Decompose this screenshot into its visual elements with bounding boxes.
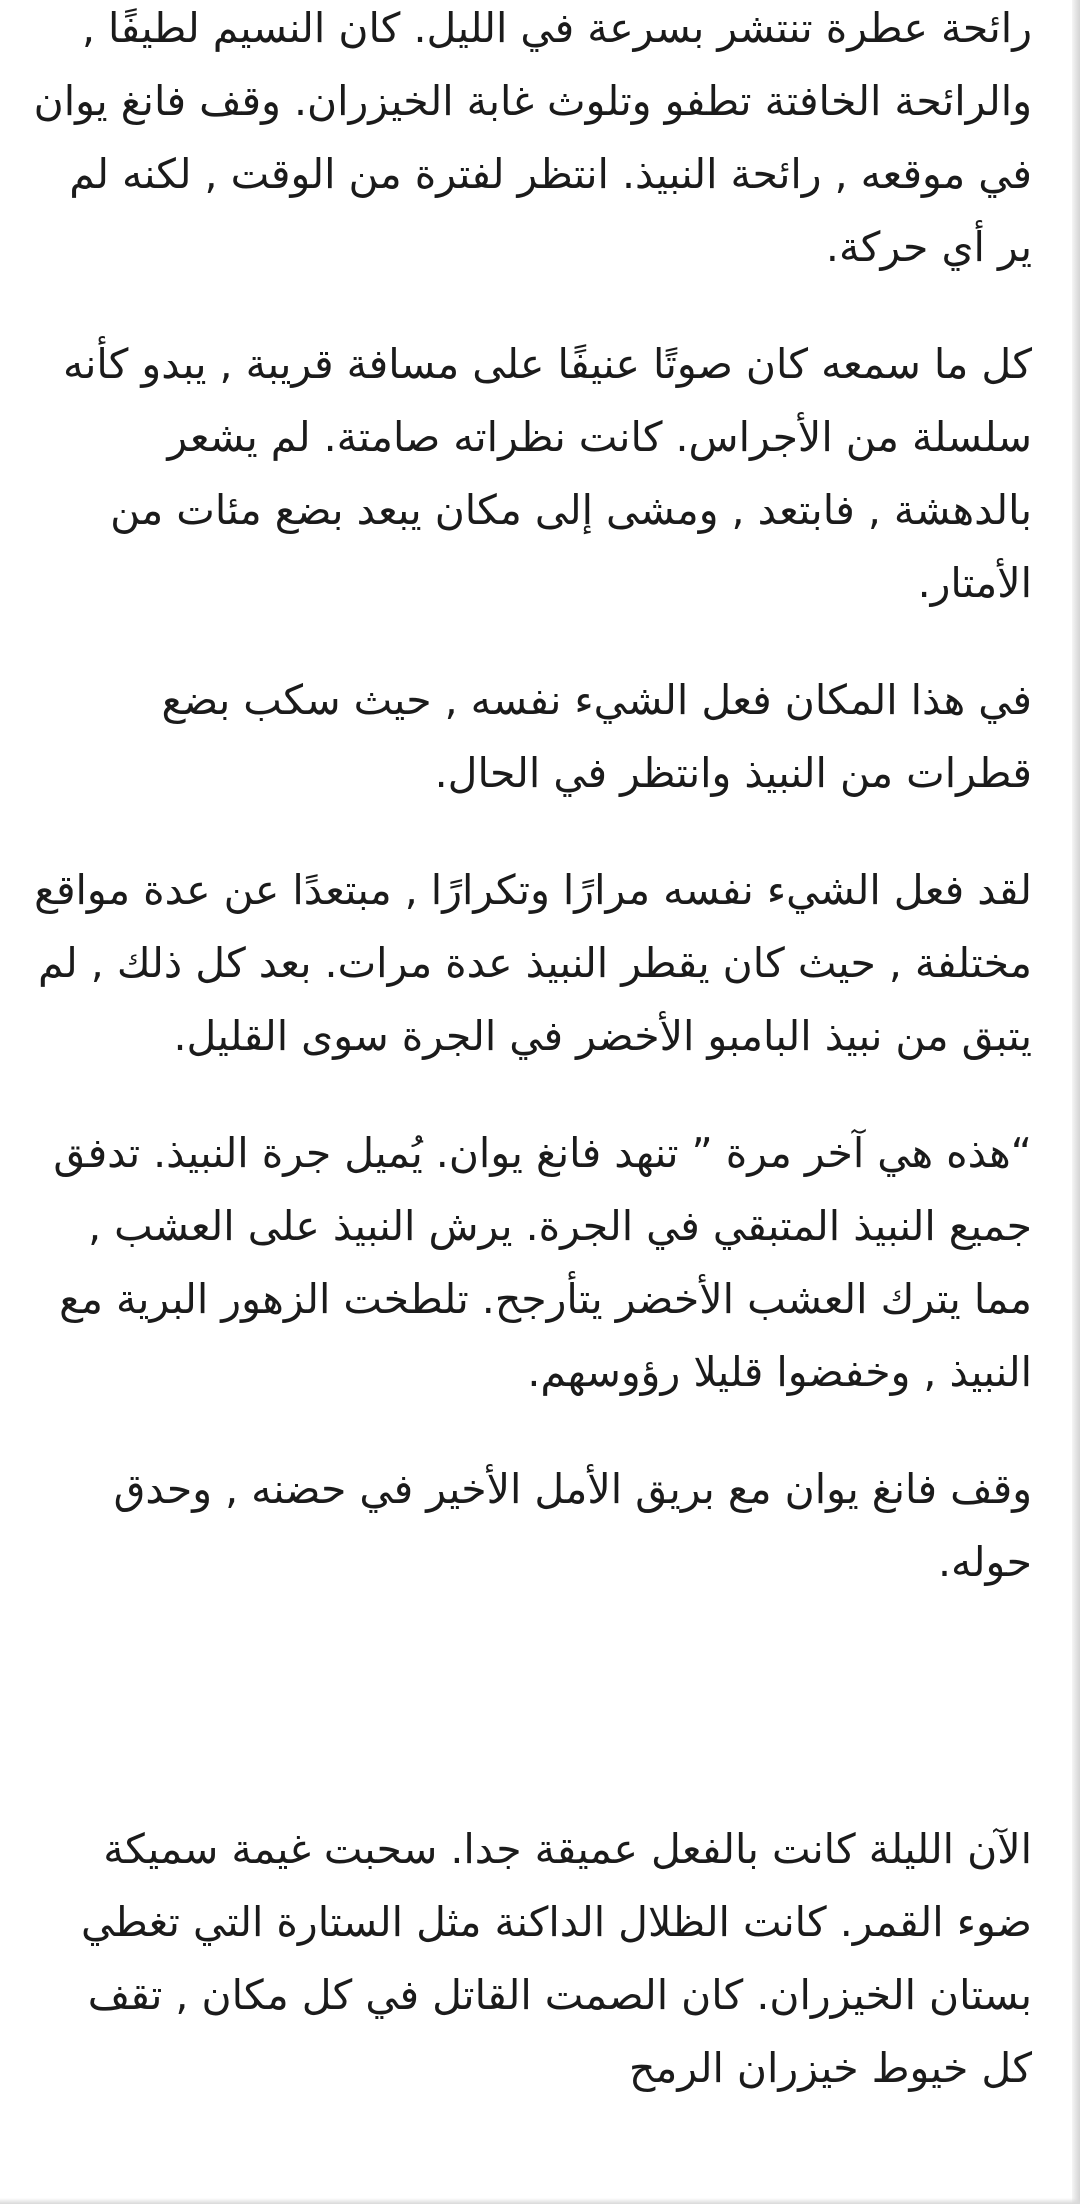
chapter-text xyxy=(32,0,1032,2149)
paragraph-7: الآن الليلة كانت بالفعل عميقة جدا. سحبت غيمة سميكة ضوء القمر. كانت الظلال الداكنة مثل الستارة التي تغطي بستان الخيزران. كان الصمت القاتل في كل مكان , تقف كل خيوط خيزران الرمح xyxy=(80,1825,1032,2092)
paragraph-6: وقف فانغ يوان مع بريق الأمل الأخير في حضنه , وحدق حوله. xyxy=(113,1465,1032,1586)
paragraph-1: رائحة عطرة تنتشر بسرعة في الليل. كان النسيم لطيفًا , والرائحة الخافتة تطفو وتلوث غابة الخيزران. وقف فانغ يوان في موقعه , رائحة النبيذ. انتظر لفترة من الوقت , لكنه لم ير أي حركة. xyxy=(33,4,1032,271)
paragraph-4: لقد فعل الشيء نفسه مرارًا وتكرارًا , مبتعدًا عن عدة مواقع مختلفة , حيث كان يقطر النبيذ عدة مرات. بعد كل ذلك , لم يتبق من نبيذ البامبو الأخضر في الجرة سوى القليل. xyxy=(34,866,1032,1060)
section-break xyxy=(32,1643,1032,1813)
paragraph-3: في هذا المكان فعل الشيء نفسه , حيث سكب بضع قطرات من النبيذ وانتظر في الحال. xyxy=(161,676,1032,797)
page-edge-bottom xyxy=(0,2198,1080,2204)
paragraph-5: “هذه هي آخر مرة ” تنهد فانغ يوان. يُميل جرة النبيذ. تدفق جميع النبيذ المتبقي في الجرة. يرش النبيذ على العشب , مما يترك العشب الأخضر يتأرجح. تلطخت الزهور البرية مع النبيذ , وخفضوا قليلا رؤوسهم. xyxy=(53,1129,1032,1396)
page-edge-right xyxy=(1072,0,1080,2204)
paragraph-2: كل ما سمعه كان صوتًا عنيفًا على مسافة قريبة , يبدو كأنه سلسلة من الأجراس. كانت نظراته صامتة. لم يشعر بالدهشة , فابتعد , ومشى إلى مكان يبعد بضع مئات من الأمتار. xyxy=(62,340,1032,607)
